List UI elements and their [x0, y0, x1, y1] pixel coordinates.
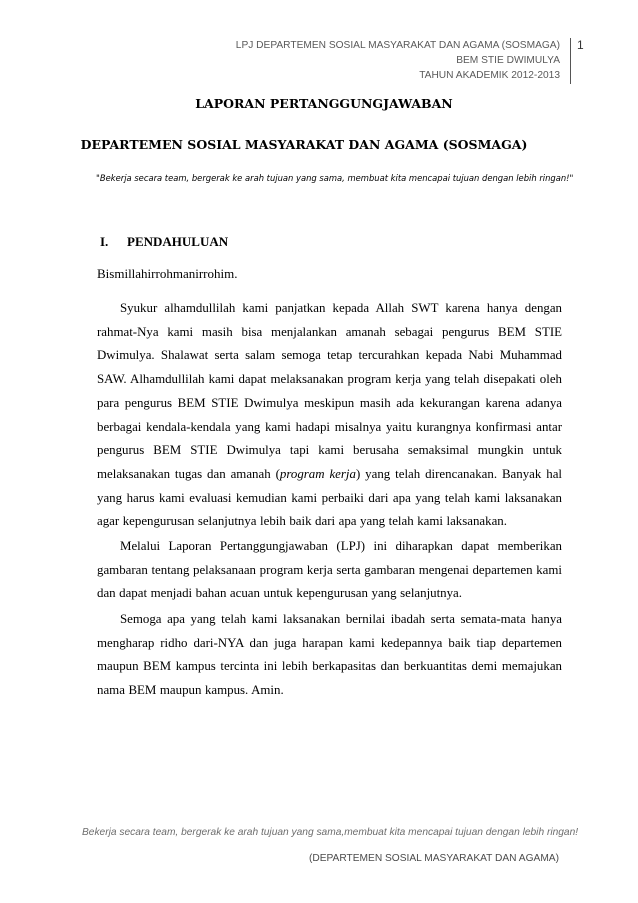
paragraph-intro-emphasis: program kerja	[279, 466, 356, 481]
section-number: I.	[100, 234, 109, 249]
document-title: LAPORAN PERTANGGUNGJAWABAN	[195, 96, 453, 111]
paragraph-closing: Semoga apa yang telah kami laksanakan bernilai ibadah serta semata-mata hanya mengharap ridho dari-NYA dan juga harapan kami kedepannya baik tiap departemen maupun BEM kampus tercinta ini lebih berkapasitas dan berkuantitas demi memajukan nama BEM maupun kampus. Amin.	[97, 612, 562, 698]
paragraph-intro-text: Syukur alhamdullilah kami panjatkan kepada Allah SWT karena hanya dengan rahmat-Nya kami masih bisa menjalankan amanah sebagai pengurus BEM STIE Dwimulya. Shalawat serta salam semoga tetap tercurahkan kepada Nabi Muhammad SAW. Alhamdullilah kami dapat melaksanakan program kerja yang telah disepakati oleh para pengurus BEM STIE Dwimulya meskipun masih ada kekurangan karena adanya berbagai kendala-kendala yang kami hadapi misalnya yaitu kurangnya konfirmasi antar pengurus BEM STIE Dwimulya tapi kami berusaha semaksimal mungkin untuk melaksanakan tugas dan amanah (	[97, 301, 562, 481]
running-header	[236, 38, 560, 83]
motto: "Bekerja secara team, bergerak ke arah tujuan yang sama, membuat kita mencapai tujuan dengan lebih ringan!"	[96, 173, 574, 183]
page-number: 1	[570, 38, 594, 84]
footer-department: (DEPARTEMEN SOSIAL MASYARAKAT DAN AGAMA)	[308, 853, 559, 864]
paragraph-intro-text-end: ) yang telah direncanakan. Banyak hal yang harus kami evaluasi kemudian kami perbaiki dari apa yang telah kami laksanakan agar kepengurusan selanjutnya lebih baik dari apa yang telah kami laksanakan.	[97, 466, 562, 529]
paragraph-purpose: Melalui Laporan Pertanggungjawaban (LPJ) ini diharapkan dapat memberikan gambaran tentang pelaksanaan program kerja serta gambaran mengenai departemen kami dan dapat menjadi bahan acuan untuk kepengurusan yang selanjutnya.	[97, 539, 562, 601]
section-title: PENDAHULUAN	[127, 234, 229, 249]
opening-line: Bismillahirrohmanirrohim.	[97, 266, 238, 281]
header-line-document: LPJ DEPARTEMEN SOSIAL MASYARAKAT DAN AGAMA (SOSMAGA)	[235, 40, 560, 51]
footer-motto: Bekerja secara team, bergerak ke arah tujuan yang sama,membuat kita mencapai tujuan dengan lebih ringan!	[82, 827, 579, 838]
paragraph-intro	[97, 297, 562, 534]
header-line-organization: BEM STIE DWIMULYA	[456, 55, 560, 66]
section-heading	[100, 234, 228, 250]
header-line-academic-year: TAHUN AKADEMIK 2012-2013	[419, 70, 560, 81]
document-subtitle: DEPARTEMEN SOSIAL MASYARAKAT DAN AGAMA (SOSMAGA)	[80, 137, 528, 152]
